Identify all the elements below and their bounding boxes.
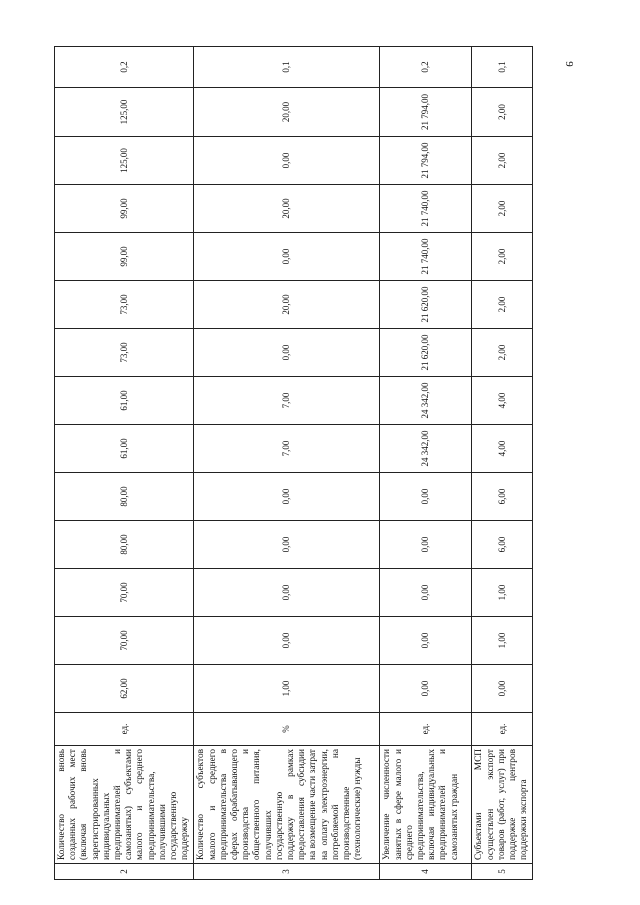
- value-cell: 7,00: [194, 377, 380, 425]
- table-row: [472, 47, 533, 880]
- value-cell: 4,00: [472, 377, 533, 425]
- value-cell: 2,00: [472, 233, 533, 281]
- value-cell: 99,00: [55, 185, 194, 233]
- value-cell: 99,00: [55, 233, 194, 281]
- indicators-table: [54, 46, 533, 880]
- value-cell: 21 794,00: [380, 88, 472, 137]
- value-cell: 2,00: [472, 137, 533, 185]
- value-cell: 80,00: [55, 473, 194, 521]
- value-cell: 20,00: [194, 88, 380, 137]
- value-cell: 0,00: [194, 137, 380, 185]
- table-row: [380, 47, 472, 880]
- value-cell: 0,00: [380, 473, 472, 521]
- value-cell: 0,2: [380, 47, 472, 88]
- value-cell: 21 740,00: [380, 233, 472, 281]
- value-cell: 4,00: [472, 425, 533, 473]
- value-cell: 2,00: [472, 185, 533, 233]
- rotated-table-container: [54, 46, 528, 880]
- value-cell: 0,00: [380, 665, 472, 713]
- value-cell: 20,00: [194, 281, 380, 329]
- value-cell: 1,00: [472, 617, 533, 665]
- row-number: 4: [380, 864, 472, 880]
- value-cell: 0,00: [194, 617, 380, 665]
- value-cell: 0,00: [380, 617, 472, 665]
- indicator-name: Увеличение численности занятых в сфере малого и среднего предпринимательства, включая индивидуальных предпринимателей и самозанятых граждан: [380, 746, 472, 864]
- value-cell: 0,00: [472, 665, 533, 713]
- value-cell: 80,00: [55, 521, 194, 569]
- unit-cell: ед.: [472, 713, 533, 746]
- value-cell: 62,00: [55, 665, 194, 713]
- row-number: 2: [55, 864, 194, 880]
- value-cell: 0,1: [194, 47, 380, 88]
- value-cell: 20,00: [194, 185, 380, 233]
- value-cell: 6,00: [472, 521, 533, 569]
- value-cell: 73,00: [55, 329, 194, 377]
- unit-cell: ед.: [380, 713, 472, 746]
- value-cell: 2,00: [472, 88, 533, 137]
- value-cell: 24 342,00: [380, 377, 472, 425]
- table-row: [194, 47, 380, 880]
- value-cell: 21 620,00: [380, 281, 472, 329]
- value-cell: 21 794,00: [380, 137, 472, 185]
- value-cell: 0,00: [194, 233, 380, 281]
- value-cell: 70,00: [55, 617, 194, 665]
- value-cell: 0,00: [194, 473, 380, 521]
- value-cell: 0,00: [194, 521, 380, 569]
- value-cell: 73,00: [55, 281, 194, 329]
- row-number: 3: [194, 864, 380, 880]
- unit-cell: %: [194, 713, 380, 746]
- value-cell: 0,00: [194, 329, 380, 377]
- unit-cell: ед.: [55, 713, 194, 746]
- value-cell: 6,00: [472, 473, 533, 521]
- value-cell: 125,00: [55, 137, 194, 185]
- value-cell: 0,1: [472, 47, 533, 88]
- page-number: 9: [562, 61, 575, 67]
- indicator-name: Субъектами МСП осуществлен экспорт товаров (работ, услуг) при поддержке центров поддержки экспорта: [472, 746, 533, 864]
- value-cell: 2,00: [472, 281, 533, 329]
- value-cell: 21 740,00: [380, 185, 472, 233]
- value-cell: 125,00: [55, 88, 194, 137]
- value-cell: 1,00: [194, 665, 380, 713]
- value-cell: 70,00: [55, 569, 194, 617]
- value-cell: 24 342,00: [380, 425, 472, 473]
- value-cell: 0,2: [55, 47, 194, 88]
- value-cell: 61,00: [55, 377, 194, 425]
- value-cell: 21 620,00: [380, 329, 472, 377]
- value-cell: 7,00: [194, 425, 380, 473]
- row-number: 5: [472, 864, 533, 880]
- value-cell: 0,00: [194, 569, 380, 617]
- value-cell: 1,00: [472, 569, 533, 617]
- indicator-name: Количество субъектов малого и среднего предпринимательства в сферах обрабатывающего производства и общественного питания, получивших государственную поддержку в рамках предоставления субсидии на возмещение части затрат на оплату электроэнергии, потребляемой на производственные (технологические) нужды: [194, 746, 380, 864]
- value-cell: 0,00: [380, 569, 472, 617]
- table-row: [55, 47, 194, 880]
- value-cell: 2,00: [472, 329, 533, 377]
- value-cell: 61,00: [55, 425, 194, 473]
- value-cell: 0,00: [380, 521, 472, 569]
- indicator-name: Количество вновь созданных рабочих мест (включая вновь зарегистрированных индивидуальных предпринимателей и самозанятых) субъектами малого и среднего предпринимательства, получившими государственную поддержку: [55, 746, 194, 864]
